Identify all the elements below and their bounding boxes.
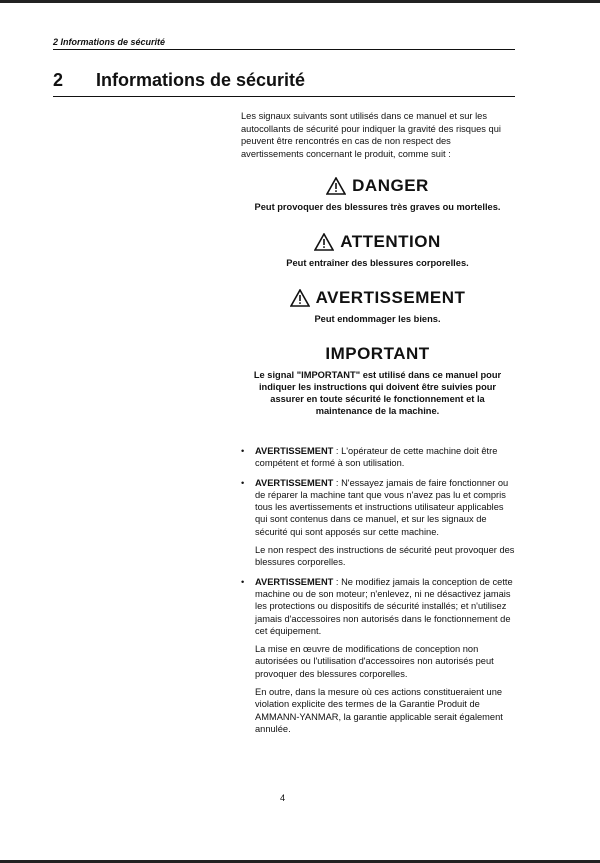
bullet-paragraph: Le non respect des instructions de sécurité peut provoquer des blessures corporelles.: [255, 545, 515, 568]
title-rule: [53, 96, 515, 97]
running-header: 2 Informations de sécurité: [53, 37, 166, 47]
warning-list: [241, 445, 515, 742]
page-number: 4: [280, 793, 286, 803]
bullet-text: : Ne modifiez jamais la conception de cette machine ou de son moteur; n'enlevez, ni ne désactivez jamais les protections ou dispositifs de sécurité installés; et n'utilisez jamais d'accessoires non autorisés dans le fonctionnement de cet équipement.: [255, 576, 513, 636]
bullet-dot: •: [241, 446, 245, 456]
danger-signal: [235, 175, 520, 213]
attention-signal: [235, 231, 520, 269]
list-item: [241, 477, 515, 569]
bullet-dot: •: [241, 477, 245, 488]
warning-triangle-icon: [290, 289, 310, 307]
top-border: [0, 0, 600, 3]
intro-paragraph: Les signaux suivants sont utilisés dans ce manuel et sur les autocollants de sécurité pour indiquer la gravité des risques qui peuvent être rencontrés en cas de non respect des avertissements concernant le produit, comme suit :: [241, 111, 501, 159]
bullet-paragraph: La mise en œuvre de modifications de conception non autorisées ou l'utilisation d'accessoires non autorisés peut provoquer des blessures corporelles.: [255, 644, 494, 679]
bullet-lead: AVERTISSEMENT: [255, 446, 334, 456]
chapter-title: Informations de sécurité: [96, 70, 306, 90]
warning-triangle-icon: [326, 177, 346, 195]
important-description: Le signal "IMPORTANT" est utilisé dans ce manuel pour indiquer les instructions qui doivent être suivies pour assurer en toute sécurité le fonctionnement et la maintenance de la machine.: [253, 370, 502, 416]
list-item: [241, 576, 515, 736]
bullet-paragraph: En outre, dans la mesure où ces actions constitueraient une violation explicite des termes de la Garantie Produit de AMMANN-YANMAR, la garantie applicable serait également annulée.: [255, 687, 503, 734]
attention-title: ATTENTION: [340, 232, 441, 251]
header-rule: [53, 49, 515, 50]
bullet-text: : N'essayez jamais de faire fonctionner ou de réparer la machine tant que vous n'avez pas lu et compris tous les avertissements et instructions utilisateur applicables qui sont contenus dans ce manuel, et sur les signaux de sécurité qui sont apposés sur cette machine.: [255, 477, 509, 537]
avertissement-signal: [235, 287, 520, 325]
attention-description: Peut entraîner des blessures corporelles.: [286, 258, 469, 268]
important-title: IMPORTANT: [325, 344, 430, 363]
important-signal: [235, 343, 520, 417]
bullet-text: : L'opérateur de cette machine doit être compétent et formé à son utilisation.: [255, 446, 498, 469]
warning-triangle-icon: [314, 233, 334, 251]
avertissement-description: Peut endommager les biens.: [314, 314, 441, 324]
bullet-dot: •: [241, 576, 245, 587]
avertissement-title: AVERTISSEMENT: [315, 288, 466, 307]
bullet-lead: AVERTISSEMENT: [255, 576, 334, 587]
danger-title: DANGER: [352, 176, 429, 195]
danger-description: Peut provoquer des blessures très graves ou mortelles.: [254, 202, 501, 212]
chapter-number: 2: [53, 70, 64, 90]
list-item: [241, 445, 515, 470]
bullet-lead: AVERTISSEMENT: [255, 477, 334, 488]
